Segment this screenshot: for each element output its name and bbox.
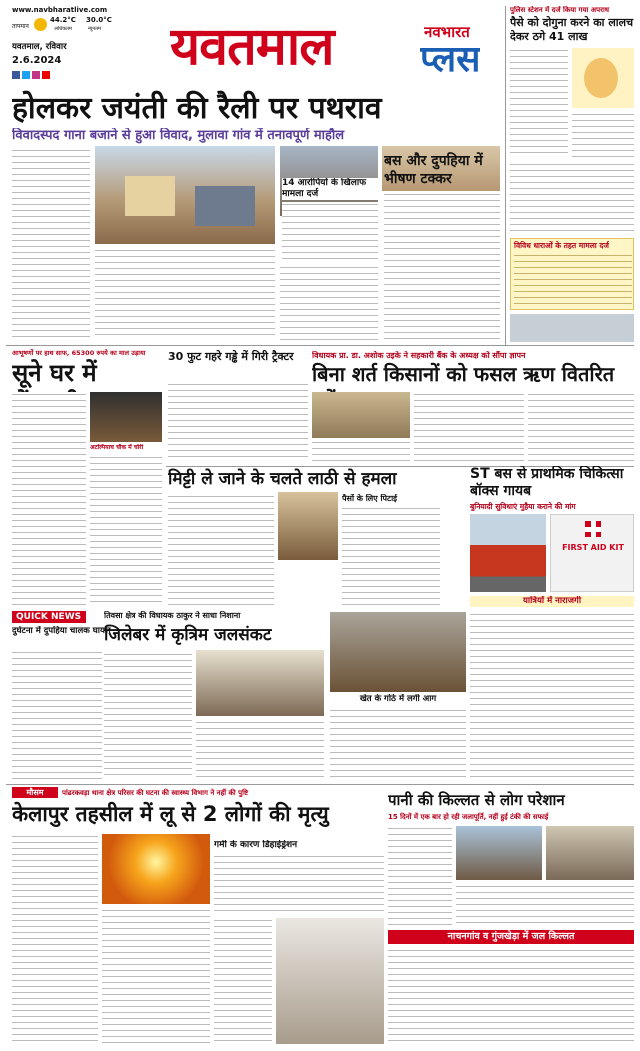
instagram-icon[interactable] (32, 71, 40, 79)
lead-body-col1 (12, 148, 90, 338)
st-bus-photo (470, 514, 546, 592)
soil-box-body (342, 506, 440, 606)
soil-headline: मिट्टी ले जाने के चलते लाठी से हमला (168, 469, 397, 489)
brand-big: प्लस (420, 39, 481, 80)
temp-max-label: अधिकतम (54, 26, 72, 32)
st-body (470, 612, 634, 780)
water-subhead: 15 दिनों में एक बार हो रही जलापूर्ति, नहीं हुई टंकी की सफाई (388, 813, 549, 821)
farmers-photo (312, 392, 410, 438)
social-icons[interactable] (12, 71, 52, 79)
soil-body (168, 494, 274, 606)
fire-photo-caption: खेत के गोठे में लगी आग (359, 694, 437, 704)
gold-photo (90, 392, 162, 442)
fire-photo (330, 612, 466, 692)
farmers-body-3 (528, 392, 634, 464)
twitter-icon[interactable] (22, 71, 30, 79)
fire-body (330, 708, 466, 780)
mausam-kicker: पांढरकवड़ा थाना क्षेत्र परिसर की घटना की स्वास्थ्य विभाग ने नहीं की पुष्टि (62, 789, 249, 797)
first-aid-kit (550, 514, 634, 592)
mausam-label: मौसम (12, 787, 58, 798)
money-illustration (572, 48, 634, 108)
quick-headline: दुर्घटना में दुपहिया चालक घायल (12, 626, 111, 636)
right-photo (510, 314, 634, 342)
jilebar-headline: जिलेबर में कृत्रिम जलसंकट (104, 625, 272, 645)
lead-body-col3 (280, 265, 378, 340)
mausam-box-title: गर्मी के कारण डिहाईड्रेशन (214, 840, 298, 850)
right-body-1 (510, 48, 568, 158)
gold-headline: सूने घर में (12, 359, 97, 387)
temp-min-label: न्यूनतम (88, 26, 101, 32)
farmers-body-1 (312, 440, 410, 465)
masthead-title: यवतमाल (170, 17, 334, 77)
temp-max: 44.2°C (50, 16, 76, 24)
farmers-kicker: विधायक प्रा. डा. अशोक उइके ने सहकारी बैंक के अध्यक्ष को सौंपा ज्ञापन (312, 351, 526, 360)
red-cross-icon (585, 521, 601, 537)
right-body-2 (572, 112, 634, 158)
lead-headline: होलकर जयंती की रैली पर पथराव (12, 91, 382, 126)
mausam-body-3 (214, 918, 272, 1044)
gold-kicker: आभूषणों पर हाथ साफ, 65300 रुपये का माल उड़ाया (12, 349, 146, 357)
water-headline: पानी की किल्लत से लोग परेशान (388, 791, 565, 809)
tractor-headline: 30 फुट गहरे गड्ढे में गिरी ट्रैक्टर (168, 350, 294, 363)
temp-min: 30.0°C (86, 16, 112, 24)
water-body-2 (456, 884, 634, 926)
website-url[interactable]: www.navbharatlive.com (12, 6, 108, 14)
farmers-headline: बिना शर्त किसानों को फसल ऋण वितरित (312, 362, 615, 386)
city-day: यवतमाल, रविवार (12, 42, 67, 52)
lead-body-col2 (95, 248, 275, 340)
lead-box-title: 14 आरोपियों के खिलाफ मामला दर्ज (282, 178, 378, 200)
jilebar-body-1 (104, 652, 192, 780)
water-photo-2 (546, 826, 634, 880)
temperature-label: तापमान (12, 23, 29, 30)
gold-body-2 (90, 455, 162, 607)
youtube-icon[interactable] (42, 71, 50, 79)
right-headline: पैसे को दोगुना करने का लालच देकर ठगे 41 लाख (510, 16, 634, 43)
heat-person-photo (276, 918, 384, 1044)
water-body (388, 826, 452, 926)
st-headline: ST बस से प्राथमिक चिकित्सा बॉक्स गायब (470, 466, 624, 499)
edition-date: 2.6.2024 (12, 55, 62, 66)
bus-headline: बस और दुपहिया में भीषण टक्कर (384, 153, 483, 187)
soil-box-title: पैसों के लिए पिटाई (342, 494, 398, 503)
facebook-icon[interactable] (12, 71, 20, 79)
yatri-label: यात्रियों में नाराजगी (470, 596, 634, 607)
first-aid-kit-label: FIRST AID KIT (562, 543, 624, 552)
right-box-title: विविध धाराओं के तहत मामला दर्ज (514, 241, 609, 250)
sun-icon (34, 18, 47, 31)
gold-photo-caption: अटल्पियाच चौक में चोरी (90, 444, 144, 451)
quick-news-label: QUICK NEWS (12, 611, 86, 623)
right-kicker: पुलिस स्टेशन में दर्ज किया गया अपराध (510, 6, 610, 14)
st-subhead: बुनियादी सुविधाएं मुहैया कराने की मांग (470, 502, 576, 511)
water-photo-1 (456, 826, 542, 880)
mausam-box-body (214, 854, 384, 914)
water-strip: नाचनगांव व गुंजखेड़ा में जल किल्लत (388, 930, 634, 944)
right-box (510, 238, 634, 310)
sun-heat-photo (102, 834, 210, 904)
mausam-body-1 (12, 834, 98, 1044)
soil-photo (278, 492, 338, 560)
gold-body-1 (12, 392, 86, 607)
mausam-body-2 (102, 908, 210, 1044)
brand-small: नवभारत (424, 23, 470, 41)
jilebar-kicker: तिवसा क्षेत्र की विधायक ठाकुर ने साधा निशाना (104, 611, 241, 620)
bus-body (384, 192, 500, 340)
farmers-body-2 (414, 392, 524, 464)
tractor-body (168, 382, 308, 462)
lead-box-body (282, 202, 378, 262)
quick-body (12, 650, 102, 780)
mausam-headline: केलापुर तहसील में लू से 2 लोगों की मृत्यु (12, 802, 329, 826)
lead-photo-rally (95, 146, 275, 244)
water-body-3 (388, 948, 634, 1044)
right-body-3 (510, 162, 634, 234)
lead-subhead: विवादस्पद गाना बजाने से हुआ विवाद, मुलावा गांव में तनावपूर्ण माहौल (12, 128, 345, 143)
jilebar-photo (196, 650, 324, 716)
jilebar-body-2 (196, 720, 324, 780)
